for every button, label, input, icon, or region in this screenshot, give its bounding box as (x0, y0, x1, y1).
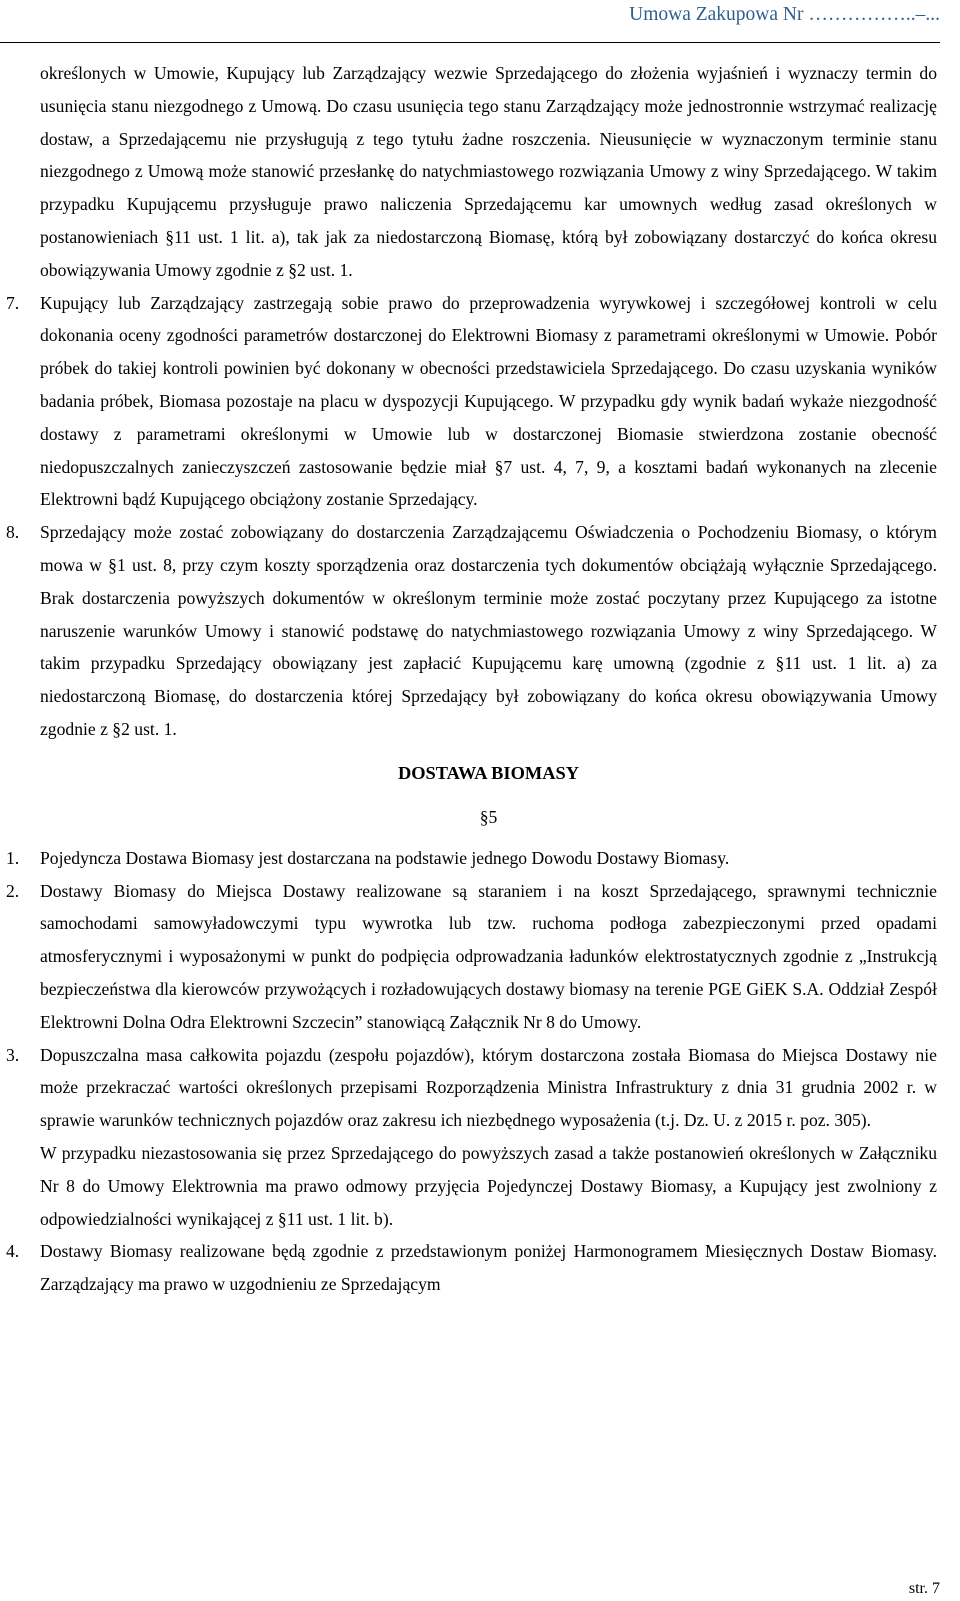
page-number: str. 7 (908, 1580, 940, 1597)
list-number: 3. (6, 1044, 20, 1065)
list-item-text: Sprzedający może zostać zobowiązany do dostarczenia Zarządzającemu Oświadczenia o Pochodzeniu Biomasy, o którym mowa w §1 ust. 8, przy czym koszty sporządzenia oraz dostarczenia tych dokumentów obciążają wyłącznie Sprzedającego. Brak dostarczenia powyższych dokumentów w określonym terminie może zostać poczytany przez Kupującego za istotne naruszenie warunków Umowy i stanowić podstawę do natychmiastowego rozwiązania Umowy z winy Sprzedającego. W takim przypadku Sprzedający obowiązany jest zapłacić Kupującemu karę umowną (zgodnie z §11 ust. 1 lit. a) za niedostarczoną Biomasę, do dostarczenia której Sprzedający był zobowiązany do końca okresu obowiązywania Umowy zgodnie z §2 ust. 1. (40, 522, 937, 739)
list-item-text-continued: W przypadku niezastosowania się przez Sprzedającego do powyższych zasad a także postanowień określonych w Załączniku Nr 8 do Umowy Elektrownia ma prawo odmowy przyjęcia Pojedynczej Dostawy Biomasy, a Kupujący jest zwolniony z odpowiedzialności wynikającej z §11 ust. 1 lit. b). (40, 1142, 937, 1229)
list-item-text: Pojedyncza Dostawa Biomasy jest dostarczana na podstawie jednego Dowodu Dostawy Biomasy. (40, 847, 730, 868)
list-item-2 (6, 875, 937, 1039)
list-item-text: Kupujący lub Zarządzający zastrzegają sobie prawo do przeprowadzenia wyrywkowej i szczegółowej kontroli w celu dokonania oceny zgodności parametrów dostarczonej do Elektrowni Biomasy z parametrami określonymi w Umowie. Pobór próbek do takiej kontroli powinien być dokonany w obecności przedstawiciela Sprzedającego. Do czasu uzyskania wyników badania próbek, Biomasa pozostaje na placu w dyspozycji Kupującego. W przypadku gdy wynik badań wykaże niezgodność dostawy z parametrami określonymi w Umowie lub w dostarczonej Biomasie stwierdzona zostanie obecność niedopuszczalnych zanieczyszczeń zastosowanie będzie miał §7 ust. 4, 7, 9, a kosztami badań wykonanych na zlecenie Elektrowni bądź Kupującego obciążony zostanie Sprzedający. (40, 292, 937, 510)
list-item-text: Dopuszczalna masa całkowita pojazdu (zespołu pojazdów), którym dostarczona została Biomasa do Miejsca Dostawy nie może przekraczać wartości określonych przepisami Rozporządzenia Ministra Infrastruktury z dnia 31 grudnia 2002 r. w sprawie warunków technicznych pojazdów oraz zakresu ich niezbędnego wyposażenia (t.j. Dz. U. z 2015 r. poz. 305). (40, 1044, 937, 1131)
list-number: 4. (6, 1241, 20, 1262)
list-number: 2. (6, 880, 20, 901)
list-number: 1. (6, 847, 20, 868)
list-number: 7. (6, 292, 20, 313)
list-item-3 (6, 1039, 937, 1236)
list-item-8 (6, 516, 937, 746)
document-title: Umowa Zakupowa Nr ……………..–... (629, 4, 940, 25)
page-header (0, 0, 940, 43)
section-number: §5 (479, 806, 498, 827)
list-item-text: Dostawy Biomasy do Miejsca Dostawy realizowane są staraniem i na koszt Sprzedającego, sprawnymi technicznie samochodami samowyładowczymi typu wywrotka lub tzw. ruchoma podłoga zabezpieczonymi przed opadami atmosferycznymi i wyposażonymi w punkt do podpięcia odprowadzania ładunków elektrostatycznych zgodnie z „Instrukcją bezpieczeństwa dla kierowców przywożących i rozładowujących dostawy biomasy na terenie PGE GiEK S.A. Oddział Zespół Elektrowni Dolna Odra Elektrowni Szczecin” stanowiącą Załącznik Nr 8 do Umowy. (40, 880, 937, 1032)
list-item-text: Dostawy Biomasy realizowane będą zgodnie z przedstawionym poniżej Harmonogramem Miesięcznych Dostaw Biomasy. Zarządzający ma prawo w uzgodnieniu ze Sprzedającym (40, 1241, 937, 1295)
document-body (6, 57, 937, 1301)
section-heading: DOSTAWA BIOMASY (397, 762, 580, 783)
list-item-4 (6, 1235, 937, 1301)
list-item-7 (6, 287, 937, 517)
list-number: 8. (6, 522, 20, 543)
list-item-1 (6, 842, 937, 875)
paragraph-continuation: określonych w Umowie, Kupujący lub Zarządzający wezwie Sprzedającego do złożenia wyjaśnień i wyznaczy termin do usunięcia stanu niezgodnego z Umową. Do czasu usunięcia tego stanu Zarządzający może jednostronnie wstrzymać realizację dostaw, a Sprzedającemu nie przysługują z tego tytułu żadne roszczenia. Nieusunięcie w wyznaczonym terminie stanu niezgodnego z Umową może stanowić przesłankę do natychmiastowego rozwiązania Umowy z winy Sprzedającego. W takim przypadku Kupującemu przysługuje prawo naliczenia Sprzedającemu kar umownych według zasad określonych w postanowieniach §11 ust. 1 lit. a), tak jak za niedostarczoną Biomasę, którą był zobowiązany dostarczyć do końca okresu obowiązywania Umowy zgodnie z §2 ust. 1. (40, 63, 937, 280)
